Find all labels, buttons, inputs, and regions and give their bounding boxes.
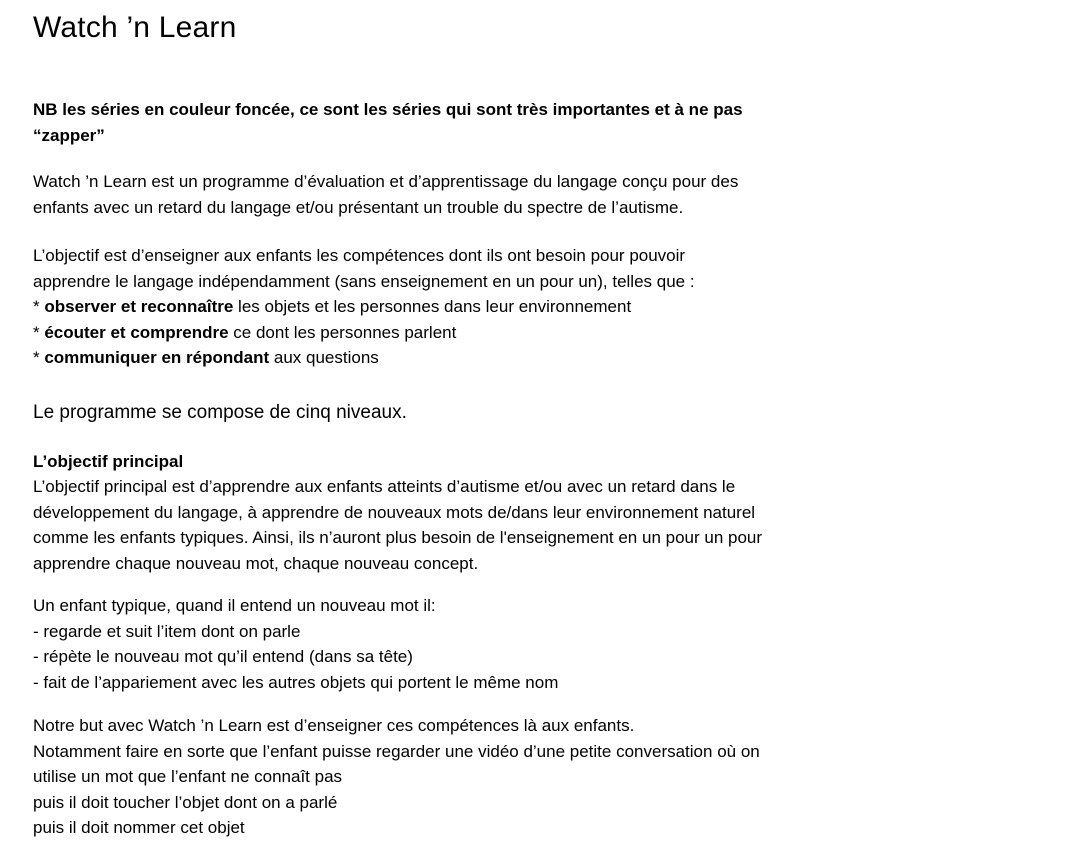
intro-paragraph — [33, 169, 1039, 220]
objective-item — [33, 320, 1039, 346]
typical-child-item: - fait de l’appariement avec les autres objets qui portent le même nom — [33, 672, 559, 692]
objective-bold-phrase: communiquer en répondant — [44, 348, 270, 367]
intro-line-2: enfants avec un retard du langage et/ou présentant un trouble du spectre de l’autisme. — [33, 197, 684, 217]
objective-rest: les objets et les personnes dans leur environnement — [233, 297, 632, 316]
main-objective-line-4: apprendre chaque nouveau mot, chaque nouveau concept. — [33, 553, 479, 573]
main-objective-heading: L’objectif principal — [33, 451, 184, 471]
goal-line-2: Notamment faire en sorte que l’enfant puisse regarder une vidéo d’une petite conversation où on — [33, 741, 760, 761]
nb-note-line-2: “zapper” — [33, 125, 105, 145]
objective-item — [33, 345, 1039, 371]
typical-child-paragraph — [33, 593, 1039, 695]
objective-item — [33, 294, 1039, 320]
main-objective-line-2: développement du langage, à apprendre de nouveaux mots de/dans leur environnement naturel — [33, 502, 756, 522]
bullet-marker: * — [33, 322, 45, 342]
objectives-line-2: apprendre le langage indépendamment (sans enseignement en un pour un), telles que : — [33, 271, 695, 291]
intro-line-1: Watch ’n Learn est un programme d’évaluation et d’apprentissage du langage conçu pour des — [33, 172, 739, 191]
objectives-line-1: L’objectif est d’enseigner aux enfants les compétences dont ils ont besoin pour pouvoir — [33, 246, 686, 265]
objective-rest: ce dont les personnes parlent — [228, 322, 457, 342]
main-objective-paragraph — [33, 449, 1039, 577]
typical-child-item: - regarde et suit l’item dont on parle — [33, 621, 301, 641]
nb-note — [33, 97, 1039, 148]
levels-sentence: Le programme se compose de cinq niveaux. — [33, 401, 407, 423]
objective-bold-phrase: écouter et comprendre — [44, 322, 229, 342]
document-title: Watch ’n Learn — [33, 11, 237, 44]
goal-line-3: utilise un mot que l’enfant ne connaît pas — [33, 767, 343, 786]
goal-line-4: puis il doit toucher l’objet dont on a parlé — [33, 792, 338, 812]
goal-line-5: puis il doit nommer cet objet — [33, 818, 245, 837]
bullet-marker: * — [33, 297, 45, 316]
objective-rest: aux questions — [269, 348, 379, 367]
typical-child-item: - répète le nouveau mot qu’il entend (dans sa tête) — [33, 647, 413, 666]
typical-child-line-1: Un enfant typique, quand il entend un nouveau mot il: — [33, 596, 436, 615]
objectives-paragraph — [33, 243, 1039, 371]
main-objective-line-1: L’objectif principal est d’apprendre aux enfants atteints d’autisme et/ou avec un retard dans le — [33, 477, 736, 496]
goal-paragraph — [33, 713, 1039, 841]
bullet-marker: * — [33, 348, 45, 367]
nb-note-line-1: NB les séries en couleur foncée, ce sont les séries qui sont très importantes et à ne pas — [33, 100, 743, 119]
objective-bold-phrase: observer et reconnaître — [44, 297, 234, 316]
goal-line-1: Notre but avec Watch ’n Learn est d’enseigner ces compétences là aux enfants. — [33, 716, 635, 735]
main-objective-line-3: comme les enfants typiques. Ainsi, ils n’auront plus besoin de l'enseignement en un pour un pour — [33, 528, 763, 547]
